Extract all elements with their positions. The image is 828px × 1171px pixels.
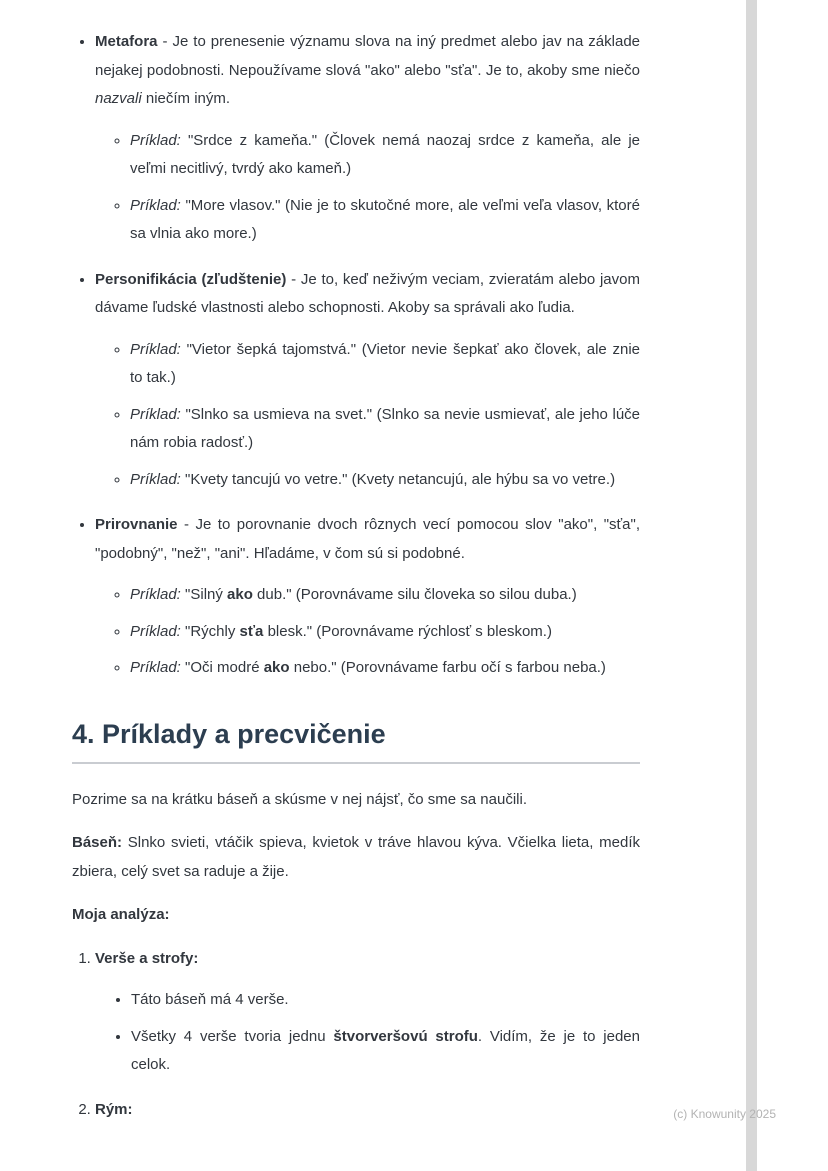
text-run: dub." (Porovnávame silu človeka so silou duba.) [252, 586, 577, 603]
text-run-b: ako [227, 586, 253, 603]
text-run-i: Príklad: [130, 131, 181, 149]
text-run: "Srdce z kameňa." (Človek nemá naozaj srdce z kameňa, ale je veľmi necitlivý, tvrdý ako kameň.) [130, 131, 640, 177]
text-run-i: Príklad: [130, 470, 181, 488]
device-item-prirovnanie [95, 511, 640, 683]
text-run-b: Rým: [95, 1100, 133, 1118]
analysis-list [72, 945, 640, 1125]
example-text [130, 401, 640, 458]
text-run: "Oči modré [180, 659, 264, 676]
section-heading: 4. Príklady a precvičenie [72, 718, 386, 749]
device-definition [95, 28, 640, 114]
device-definition [95, 511, 640, 568]
text-run: - Je to, keď neživým veciam, zvieratám alebo javom dávame ľudské vlastnosti alebo schopnosti. Akoby sa správali ako ľudia. [95, 270, 640, 316]
text-run: niečím iným. [141, 90, 231, 107]
analysis-item-title [95, 1096, 640, 1125]
poem-paragraph [72, 829, 640, 886]
analysis-points-list [95, 986, 640, 1080]
text-run-b: Moja analýza: [72, 906, 170, 924]
text-run: Slnko svieti, vtáčik spieva, kvietok v tráve hlavou kýva. Včielka lieta, medík zbiera, celý svet sa raduje a žije. [72, 834, 640, 880]
example-item [130, 654, 640, 683]
example-item [130, 336, 640, 393]
text-run: "Slnko sa usmieva na svet." (Slnko sa nevie usmievať, ale jeho lúče nám robia radosť.) [130, 405, 640, 451]
text-run-i: Príklad: [130, 196, 181, 214]
text-run-i: Príklad: [130, 340, 181, 358]
text-run-i: Príklad: [130, 622, 181, 640]
watermark: (c) Knowunity 2025 [673, 1107, 776, 1121]
example-text [130, 618, 640, 647]
text-run-i: Príklad: [130, 586, 181, 603]
scrollbar-track[interactable] [746, 0, 757, 1171]
example-text [130, 581, 640, 610]
text-run-b: Metafora [95, 33, 158, 50]
analysis-point [131, 986, 640, 1015]
text-run: Táto báseň má 4 verše. [131, 991, 289, 1009]
text-run-b: sťa [239, 622, 264, 640]
text-run-i: Príklad: [130, 659, 181, 676]
text-run: . Vidím, že je to jeden celok. [131, 1027, 640, 1074]
analysis-label [72, 901, 640, 930]
text-run: - Je to prenesenie významu slova na iný predmet alebo jav na základe nejakej podobnosti. Nepoužívame slová "ako" alebo "sťa". Je to, akoby sme niečo [95, 33, 640, 79]
analysis-item-title [95, 945, 640, 974]
document-content [72, 28, 640, 1140]
analysis-item-verse [95, 945, 640, 1080]
literary-devices-list [72, 28, 640, 683]
text-run: blesk." (Porovnávame rýchlosť s bleskom.) [263, 622, 552, 640]
text-run: Všetky 4 verše tvoria jednu [131, 1027, 334, 1045]
analysis-item-rym [95, 1096, 640, 1125]
device-definition [95, 266, 640, 323]
analysis-point-text [131, 986, 640, 1015]
text-run: "Rýchly [180, 622, 240, 640]
text-run-b: ako [263, 659, 290, 676]
example-item [130, 401, 640, 458]
example-item [130, 618, 640, 647]
example-text [130, 654, 640, 683]
text-run-b: štvorveršovú strofu [333, 1027, 478, 1045]
text-run-b: Personifikácia (zľudštenie) [95, 270, 287, 288]
text-run: "Vietor šepká tajomstvá." (Vietor nevie šepkať ako človek, ale znie to tak.) [130, 340, 640, 386]
example-item [130, 466, 640, 495]
example-text [130, 336, 640, 393]
analysis-point-text [131, 1023, 640, 1080]
examples-list [95, 581, 640, 683]
example-text [130, 466, 640, 495]
example-text [130, 192, 640, 249]
text-run-i: Príklad: [130, 405, 181, 423]
text-run-b: Verše a strofy: [95, 949, 199, 967]
text-run: "Kvety tancujú vo vetre." (Kvety netancujú, ale hýbu sa vo vetre.) [180, 470, 616, 488]
examples-list [95, 336, 640, 495]
example-item [130, 127, 640, 184]
device-item-personifikacia [95, 266, 640, 495]
text-run: "More vlasov." (Nie je to skutočné more, ale veľmi veľa vlasov, ktoré sa vlnia ako more.) [130, 196, 640, 242]
example-text [130, 127, 640, 184]
analysis-point [131, 1023, 640, 1080]
text-run: "Silný [180, 586, 228, 603]
example-item [130, 192, 640, 249]
text-run-b: Báseň: [72, 834, 123, 852]
text-run: - Je to porovnanie dvoch rôznych vecí pomocou slov "ako", "sťa", "podobný", "než", "ani". Hľadáme, v čom sú si podobné. [95, 516, 640, 562]
examples-list [95, 127, 640, 249]
heading-divider [72, 762, 640, 764]
text-run-i: nazvali [95, 90, 142, 107]
intro-paragraph: Pozrime sa na krátku báseň a skúsme v nej nájsť, čo sme sa naučili. [72, 790, 527, 808]
text-run: nebo." (Porovnávame farbu očí s farbou neba.) [289, 659, 606, 676]
device-item-metafora [95, 28, 640, 249]
text-run-b: Prirovnanie [95, 516, 178, 533]
example-item [130, 581, 640, 610]
